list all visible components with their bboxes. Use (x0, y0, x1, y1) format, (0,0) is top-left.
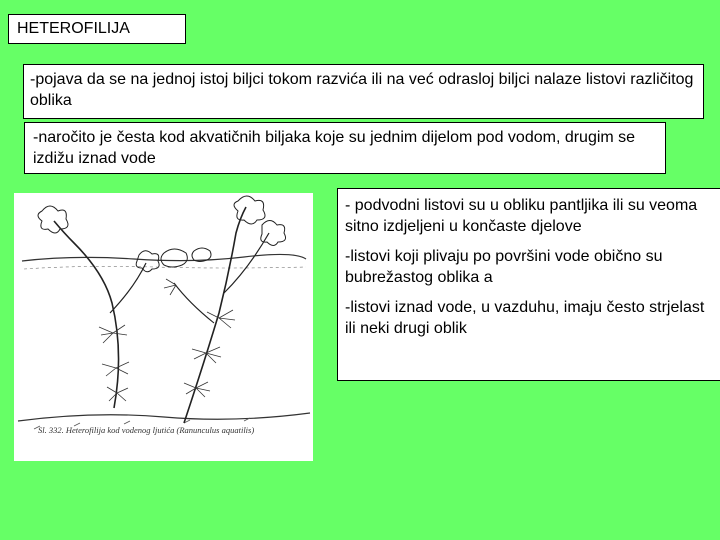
aerial-leaf-left (38, 206, 68, 233)
water-surface (22, 254, 306, 261)
plant-illustration (14, 193, 313, 461)
submerged-leaves-left (99, 325, 129, 401)
definition-box: -pojava da se na jednoj istoj biljci tokom razvića ili na već odrasloj biljci nalaze listovi različitog oblika (23, 64, 704, 119)
left-stem (54, 221, 119, 408)
slide-title: HETEROFILIJA (8, 14, 186, 44)
point-submerged: - podvodni listovi su u obliku pantljika ili su veoma sitno izdjeljeni u končaste djelove (345, 197, 698, 235)
figure-caption (38, 425, 298, 435)
leaf-types-box (337, 188, 720, 381)
ground-line (18, 413, 310, 421)
aerial-leaf-right (234, 196, 265, 224)
point-floating: -listovi koji plivaju po površini vode obično su bubrežastog oblika a (345, 248, 663, 286)
submerged-leaves-right (164, 279, 235, 397)
aquatic-note-box: -naročito je česta kod akvatičnih biljaka koje su jednim dijelom pod vodom, drugim se izdižu iznad vode (24, 122, 666, 174)
right-stem (184, 207, 246, 423)
figure-caption-latin: (Ranunculus aquatilis) (176, 425, 255, 435)
figure-caption-text: Sl. 332. Heterofilija kod vodenog ljutića (38, 425, 175, 435)
floating-leaf (161, 249, 187, 267)
point-aerial: -listovi iznad vode, u vazduhu, imaju često strjelast ili neki drugi oblik (345, 299, 705, 337)
